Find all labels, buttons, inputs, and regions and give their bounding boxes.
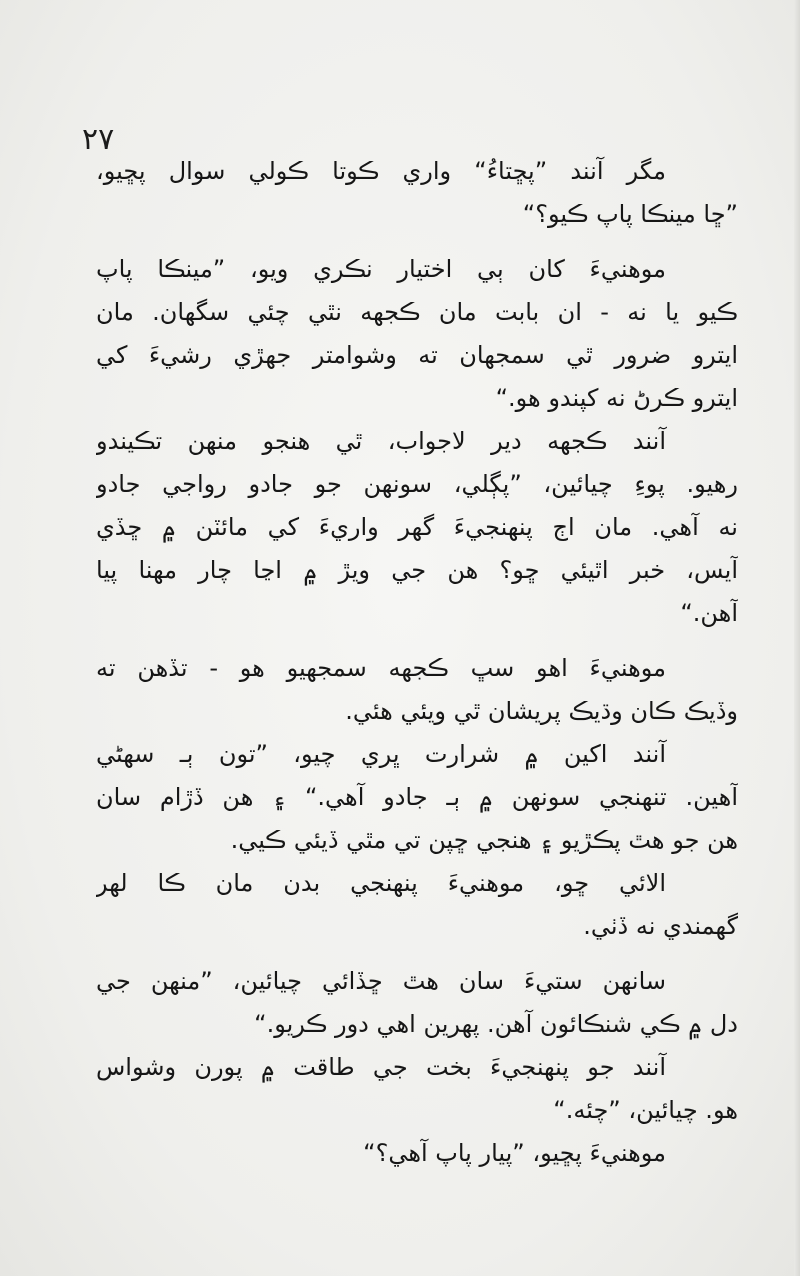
page-edge-shadow <box>794 0 800 1276</box>
text-line: ”ڇا مينڪا پاپ ڪيو؟“ <box>522 200 738 228</box>
body-text <box>96 150 738 1190</box>
text-line: موهنيءَ کان ٻي اختيار نڪري ويو، ”مينڪا پاپ <box>96 255 666 283</box>
text-line: ڪيو يا نه - ان بابت مان ڪجهه نٿي چئي سگهان. مان <box>96 298 738 326</box>
text-line: الائي ڇو، موهنيءَ پنهنجي بدن مان ڪا لهر <box>96 869 666 897</box>
text-line: هن جو هٿ پڪڙيو ۽ هنجي ڇپن تي مٿي ڏيئي ڪيي. <box>230 826 738 854</box>
text-line: آهن.“ <box>680 599 738 627</box>
text-line: نه آهي. مان اڄ پنهنجيءَ گهر واريءَ کي مائٽن ۾ ڇڏي <box>96 513 738 541</box>
text-line: دل ۾ ڪي شنڪائون آهن. پهرين اهي دور ڪريو.“ <box>254 1010 738 1038</box>
text-line: ايترو ڪرڻ نه کپندو هو.“ <box>495 384 738 412</box>
text-line: موهنيءَ اهو سڀ ڪجهه سمجهيو هو - تڏهن ته <box>96 654 666 682</box>
text-line: گهمندي نه ڏٺي. <box>583 912 738 940</box>
text-line: آنند ڪجهه دير لاجواب، ٿي هنجو منهن تڪيندو <box>96 427 666 455</box>
text-line: ايترو ضرور ٿي سمجهان ته وشوامتر جهڙي رشيءَ کي <box>96 341 738 369</box>
text-line: آنند جو پنهنجيءَ بخت جي طاقت ۾ پورن وشواس <box>96 1053 666 1081</box>
text-line: مگر آنند ”پڇتاءُ“ واري ڪوتا ڪولي سوال پڇيو، <box>96 157 666 185</box>
text-line: وڏيڪ ڪان وڌيڪ پريشان ٿي ويئي هئي. <box>345 697 738 725</box>
text-line: هو. چيائين، ”چئه.“ <box>553 1096 738 1124</box>
text-line: رهيو. پوءِ چيائين، ”پڳلي، سونهن جو جادو رواجي جادو <box>96 470 738 498</box>
text-line: آهين. تنهنجي سونهن ۾ ٻـ جادو آهي.“ ۽ هن ڏڙام سان <box>96 783 738 811</box>
text-line: سانهن ستيءَ سان هٿ ڇڏائي چيائين، ”منهن جي <box>96 967 666 995</box>
text-line: آنند اکين ۾ شرارت ڀري چيو، ”تون ٻـ سهڻي <box>96 740 666 768</box>
text-line: آيس، خبر اٿيئي ڇو؟ هن جي ويڙ ۾ اڃا چار مهنا پيا <box>96 556 738 584</box>
page-number: ٢٧ <box>82 122 115 157</box>
text-line: موهنيءَ پڇيو، ”پيار پاپ آهي؟“ <box>363 1139 666 1167</box>
